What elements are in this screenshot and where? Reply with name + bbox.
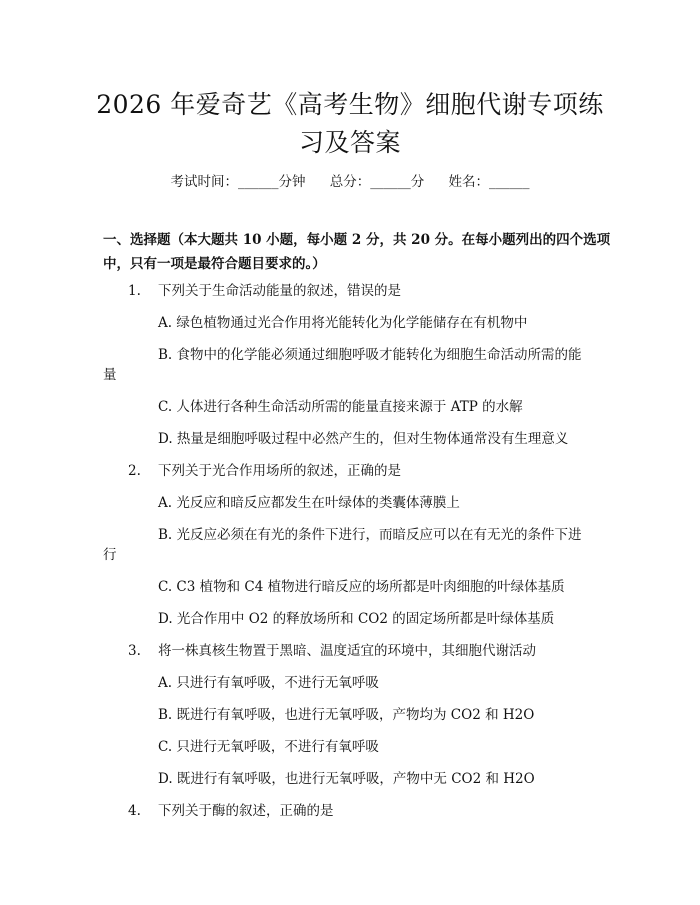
option-2a: A. 光反应和暗反应都发生在叶绿体的类囊体薄膜上: [158, 495, 460, 511]
option-3a: A. 只进行有氧呼吸，不进行无氧呼吸: [158, 675, 379, 691]
document-title-line-2: 习及答案: [298, 128, 401, 157]
exam-time: 考试时间：______分钟: [170, 174, 306, 190]
exam-meta: [0, 170, 700, 190]
option-1a: A. 绿色植物通过光合作用将光能转化为化学能储存在有机物中: [158, 315, 528, 331]
question-number: 4.: [128, 803, 141, 819]
option-1d: D. 热量是细胞呼吸过程中必然产生的，但对生物体通常没有生理意义: [158, 431, 569, 447]
question-stem: 下列关于酶的叙述，正确的是: [158, 803, 334, 819]
question-3: [128, 642, 536, 660]
question-stem: 下列关于光合作用场所的叙述，正确的是: [158, 463, 401, 479]
question-4: [128, 802, 334, 820]
question-number: 3.: [128, 643, 141, 659]
option-3b: B. 既进行有氧呼吸，也进行无氧呼吸，产物均为 CO2 和 H2O: [158, 707, 535, 723]
question-number: 1.: [128, 283, 141, 299]
option-3d: D. 既进行有氧呼吸，也进行无氧呼吸，产物中无 CO2 和 H2O: [158, 771, 535, 787]
option-1c: C. 人体进行各种生命活动所需的能量直接来源于 ATP 的水解: [158, 399, 523, 415]
option-2b-wrap: 行: [103, 547, 117, 563]
question-stem: 下列关于生命活动能量的叙述，错误的是: [158, 283, 401, 299]
option-2c: C. C3 植物和 C4 植物进行暗反应的场所都是叶肉细胞的叶绿体基质: [158, 579, 565, 595]
option-1b-wrap: 量: [103, 367, 117, 383]
exam-score: 总分：______分: [329, 174, 425, 190]
option-1b: B. 食物中的化学能必须通过细胞呼吸才能转化为细胞生命活动所需的能: [158, 347, 582, 363]
option-2b: B. 光反应必须在有光的条件下进行，而暗反应可以在有无光的条件下进: [158, 527, 582, 543]
option-3c: C. 只进行无氧呼吸，不进行有氧呼吸: [158, 739, 379, 755]
question-number: 2.: [128, 463, 141, 479]
document-title-line-1: 2026 年爱奇艺《高考生物》细胞代谢专项练: [96, 90, 604, 119]
option-2d: D. 光合作用中 O2 的释放场所和 CO2 的固定场所都是叶绿体基质: [158, 611, 555, 627]
question-stem: 将一株真核生物置于黑暗、温度适宜的环境中，其细胞代谢活动: [158, 643, 536, 659]
exam-name: 姓名：______: [448, 174, 530, 190]
section-heading: 一、选择题（本大题共 10 小题，每小题 2 分，共 20 分。在每小题列出的四个选项中，只有一项是最符合题目要求的。）: [103, 232, 611, 272]
question-1: [128, 282, 401, 300]
question-2: [128, 462, 401, 480]
